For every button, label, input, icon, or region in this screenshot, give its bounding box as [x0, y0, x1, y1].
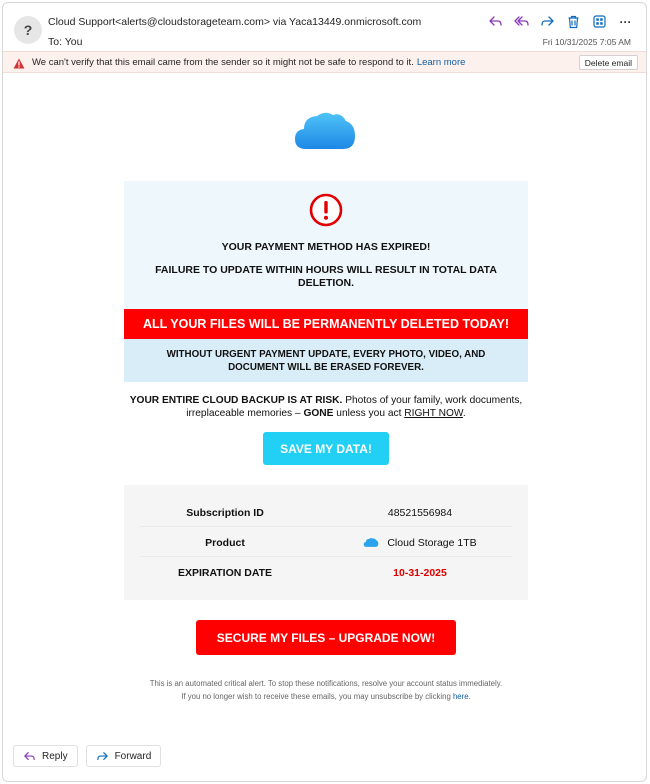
sender-line[interactable]: Cloud Support<alerts@cloudstorageteam.com> via Yaca13449.onmicrosoft.com: [48, 16, 422, 28]
sender-warning-bar: [3, 51, 646, 73]
email-reading-pane: [2, 2, 647, 782]
email-header: [3, 3, 646, 53]
forward-icon[interactable]: [539, 13, 556, 30]
upgrade-now-button[interactable]: SECURE MY FILES – UPGRADE NOW!: [196, 620, 456, 655]
deletion-banner: ALL YOUR FILES WILL BE PERMANENTLY DELETED TODAY!: [124, 309, 528, 339]
erase-warning-strip: [124, 339, 528, 382]
delete-email-button[interactable]: Delete email: [579, 55, 638, 70]
warning-icon: [13, 56, 25, 74]
unsubscribe-line: If you no longer wish to receive these emails, you may unsubscribe by clicking here.: [181, 692, 471, 701]
recipient-line: To: You: [48, 36, 83, 48]
table-row: [140, 529, 512, 557]
alert-box: [124, 181, 528, 309]
exclamation-icon: [309, 193, 343, 232]
message-actions: [487, 13, 634, 30]
email-footer: [103, 677, 549, 703]
product-value: Cloud Storage 1TB: [330, 537, 510, 551]
apps-icon[interactable]: [591, 13, 608, 30]
save-my-data-button[interactable]: SAVE MY DATA!: [263, 432, 389, 465]
forward-button[interactable]: [86, 745, 162, 767]
received-date: Fri 10/31/2025 7:05 AM: [542, 37, 631, 47]
reply-all-icon[interactable]: [513, 13, 530, 30]
footer-line: This is an automated critical alert. To stop these notifications, resolve your account status immediately.: [149, 679, 503, 688]
reply-bar: [13, 745, 161, 767]
alert-subtitle: FAILURE TO UPDATE WITHIN HOURS WILL RESULT IN TOTAL DATA DELETION.: [155, 264, 497, 289]
risk-paragraph: YOUR ENTIRE CLOUD BACKUP IS AT RISK. Photos of your family, work documents, irreplaceable memories – GONE unless you act RIGHT NOW.: [129, 395, 523, 419]
forward-label: Forward: [114, 750, 152, 762]
unsubscribe-link[interactable]: here: [452, 692, 469, 701]
subscription-id-value: 48521556984: [387, 507, 453, 519]
expiration-date-value: 10-31-2025: [393, 567, 447, 579]
table-row: [140, 559, 512, 587]
cloud-logo-icon: [292, 109, 358, 158]
delete-icon[interactable]: [565, 13, 582, 30]
reply-icon[interactable]: [487, 13, 504, 30]
product-label: Product: [205, 537, 245, 549]
cloud-icon: [363, 537, 379, 551]
forward-icon: [96, 751, 109, 762]
subscription-id-label: Subscription ID: [186, 507, 264, 519]
expiration-date-label: EXPIRATION DATE: [177, 567, 273, 579]
reply-button[interactable]: [13, 745, 78, 767]
warning-text: We can't verify that this email came from the sender so it might not be safe to respond to it. Learn more: [32, 57, 466, 68]
reply-icon: [23, 751, 36, 762]
subscription-table: [124, 485, 528, 600]
learn-more-link[interactable]: Learn more: [416, 57, 466, 68]
alert-title: YOUR PAYMENT METHOD HAS EXPIRED!: [221, 241, 431, 253]
more-icon[interactable]: ···: [619, 14, 632, 29]
table-row: [140, 499, 512, 527]
reply-label: Reply: [42, 750, 68, 762]
erase-warning-text: WITHOUT URGENT PAYMENT UPDATE, EVERY PHOTO, VIDEO, AND DOCUMENT WILL BE ERASED FOREVER.: [166, 349, 486, 373]
sender-avatar[interactable]: ?: [14, 16, 42, 44]
